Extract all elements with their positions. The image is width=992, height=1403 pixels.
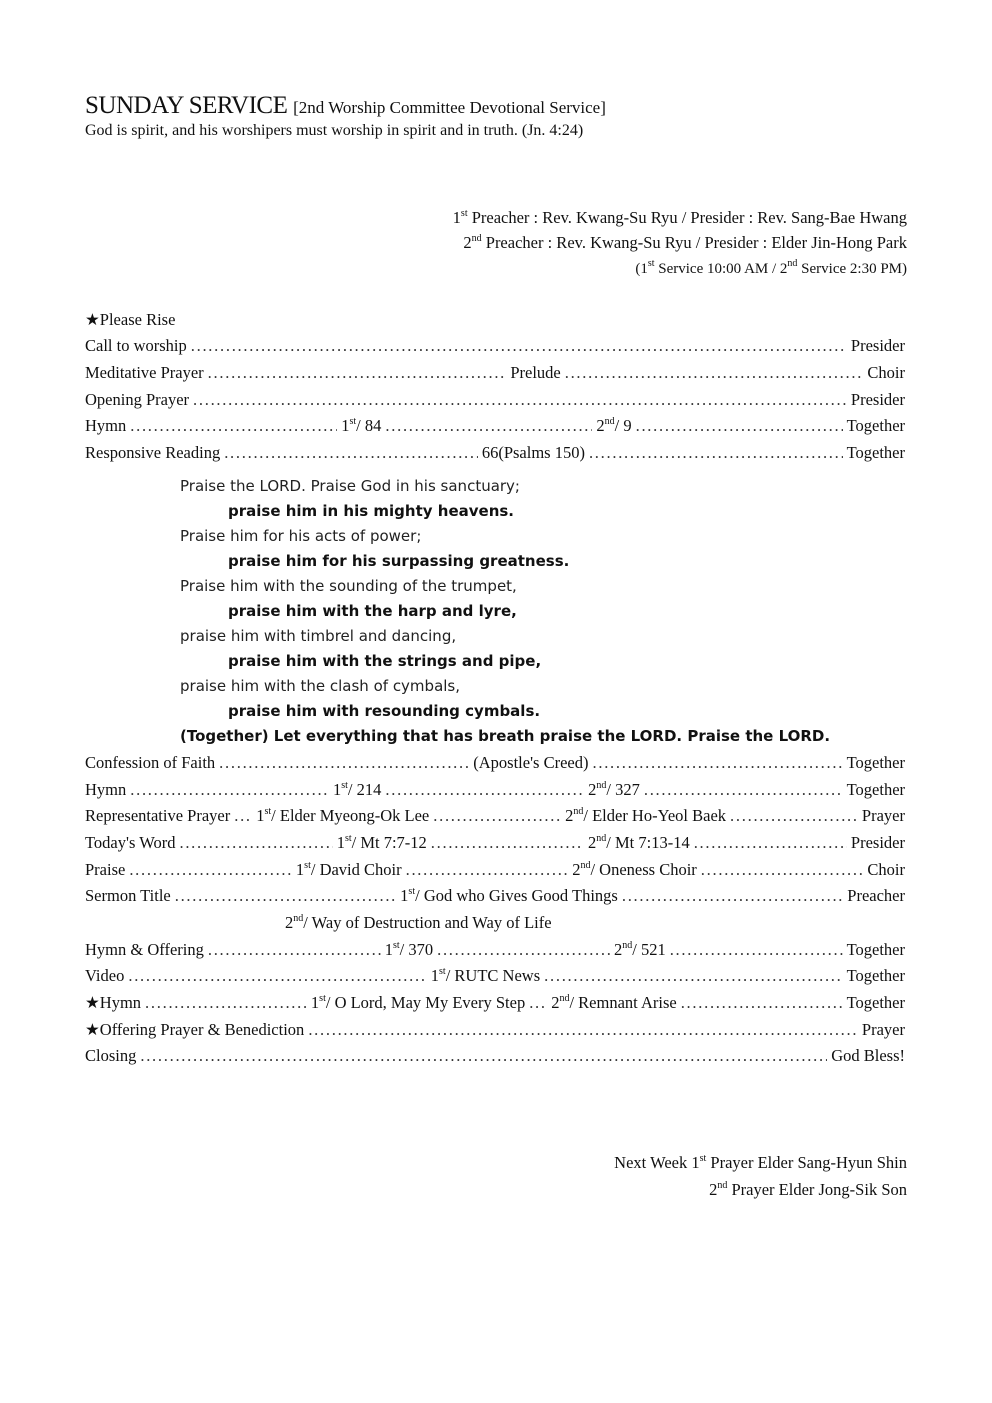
reading-line-lead: Praise him for his acts of power; — [180, 527, 422, 545]
reading-line-resp: praise him with the harp and lyre, — [228, 602, 517, 620]
scripture-verse: God is spirit, and his worshipers must worship in spirit and in truth. (Jn. 4:24) — [85, 122, 584, 139]
reading-line-lead: praise him with the clash of cymbals, — [180, 677, 461, 695]
order-row-meditative-prayer: Meditative Prayer . . . Prelude . . . Choir — [85, 363, 905, 389]
sermon-title-second: 2nd/ Way of Destruction and Way of Life — [285, 913, 552, 932]
reading-line-lead: Praise him with the sounding of the trumpet, — [180, 577, 517, 595]
order-row-praise: Praise . . . 1st/ David Choir . . . 2nd/ Oneness Choir . . . Choir — [85, 860, 905, 886]
order-row-closing: Closing . . . God Bless! — [85, 1046, 905, 1072]
order-row-todays-word: Today's Word . . . 1st/ Mt 7:7-12 . . . 2nd/ Mt 7:13-14 . . . Presider — [85, 833, 905, 859]
reading-line-resp: praise him for his surpassing greatness. — [228, 552, 570, 570]
order-row-opening-prayer: Opening Prayer . . . Presider — [85, 390, 905, 416]
reading-line-together: (Together) Let everything that has breath praise the LORD. Praise the LORD. — [180, 727, 831, 745]
title-main: SUNDAY SERVICE — [85, 92, 288, 119]
reading-line-resp: praise him in his mighty heavens. — [228, 502, 514, 520]
service-times: (1st Service 10:00 AM / 2nd Service 2:30 PM) — [635, 258, 907, 277]
order-row-call-to-worship: Call to worship . . . Presider — [85, 336, 905, 362]
order-row-representative-prayer: Representative Prayer . . . 1st/ Elder Myeong-Ok Lee . . . 2nd/ Elder Ho-Yeol Baek . . . Prayer — [85, 806, 905, 832]
order-row-confession: Confession of Faith . . . (Apostle's Creed) . . . Together — [85, 753, 905, 779]
order-row-hymn-2: Hymn . . . 1st/ 214 . . . 2nd/ 327 . . . Together — [85, 780, 905, 806]
order-row-hymn-1: Hymn . . . 1st/ 84 . . . 2nd/ 9 . . . Together — [85, 416, 905, 442]
order-row-responsive-reading: Responsive Reading . . . 66(Psalms 150) . . . Together — [85, 443, 905, 469]
order-row-video: Video . . . 1st/ RUTC News . . . Together — [85, 966, 905, 992]
order-row-hymn-3: ★Hymn . . . 1st/ O Lord, May My Every Step . . . 2nd/ Remnant Arise . . . Together — [85, 993, 905, 1019]
reading-line-lead: Praise the LORD. Praise God in his sanctuary; — [180, 477, 520, 495]
please-rise: ★Please Rise — [85, 310, 176, 329]
order-row-offering-prayer: ★Offering Prayer & Benediction . . . Prayer — [85, 1020, 905, 1046]
preacher-line-1: 1st Preacher : Rev. Kwang-Su Ryu / Presider : Rev. Sang-Bae Hwang — [452, 208, 907, 227]
next-week-line-1: Next Week 1st Prayer Elder Sang-Hyun Shin — [614, 1153, 907, 1172]
title-subtitle: [2nd Worship Committee Devotional Service] — [293, 98, 606, 117]
reading-line-lead: praise him with timbrel and dancing, — [180, 627, 457, 645]
reading-line-resp: praise him with resounding cymbals. — [228, 702, 541, 720]
preacher-line-2: 2nd Preacher : Rev. Kwang-Su Ryu / Presider : Elder Jin-Hong Park — [463, 233, 907, 252]
next-week-line-2: 2nd Prayer Elder Jong-Sik Son — [709, 1180, 907, 1199]
page-title — [85, 92, 606, 120]
order-row-sermon-title: Sermon Title . . . 1st/ God who Gives Good Things . . . Preacher — [85, 886, 905, 912]
reading-line-resp: praise him with the strings and pipe, — [228, 652, 542, 670]
order-row-hymn-offering: Hymn & Offering . . . 1st/ 370 . . . 2nd/ 521 . . . Together — [85, 940, 905, 966]
